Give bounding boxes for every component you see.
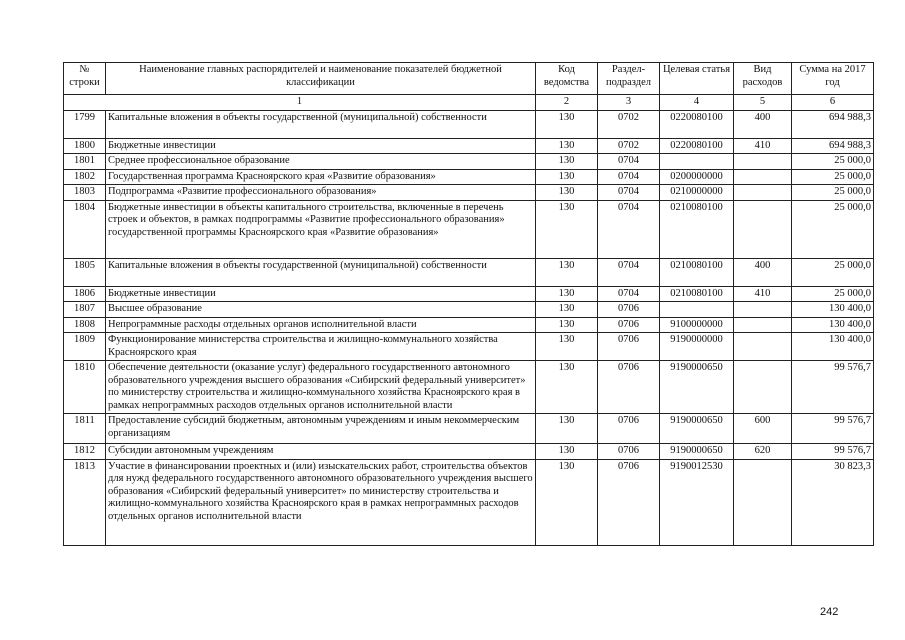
row-number: 1812 (64, 444, 106, 460)
row-expense-type: 400 (734, 110, 792, 138)
row-expense-type: 410 (734, 286, 792, 302)
table-row (64, 258, 874, 286)
table-row (64, 333, 874, 361)
row-section: 0706 (598, 302, 660, 318)
row-expense-type (734, 154, 792, 170)
row-dept-code: 130 (536, 200, 598, 258)
row-name: Функционирование министерства строительства и жилищно-коммунального хозяйства Красноярского края (106, 333, 536, 361)
row-amount: 130 400,0 (792, 302, 874, 318)
table-row (64, 185, 874, 201)
row-amount: 694 988,3 (792, 110, 874, 138)
row-target: 0210080100 (660, 258, 734, 286)
table-row (64, 154, 874, 170)
row-target: 0200000000 (660, 169, 734, 185)
row-section: 0704 (598, 154, 660, 170)
row-amount: 25 000,0 (792, 258, 874, 286)
row-dept-code: 130 (536, 154, 598, 170)
row-name: Предоставление субсидий бюджетным, автономным учреждениям и иным некоммерческим организациям (106, 414, 536, 444)
row-number: 1802 (64, 169, 106, 185)
column-number-2: 2 (536, 95, 598, 111)
row-target: 9190000650 (660, 361, 734, 414)
row-target (660, 154, 734, 170)
row-amount: 694 988,3 (792, 138, 874, 154)
table-body (64, 110, 874, 545)
row-dept-code: 130 (536, 110, 598, 138)
row-expense-type: 410 (734, 138, 792, 154)
row-dept-code: 130 (536, 333, 598, 361)
header-expense-type: Вид расходов (734, 63, 792, 95)
row-number: 1808 (64, 317, 106, 333)
page-number: 242 (820, 606, 839, 618)
row-section: 0706 (598, 361, 660, 414)
row-dept-code: 130 (536, 317, 598, 333)
row-dept-code: 130 (536, 138, 598, 154)
row-section: 0702 (598, 110, 660, 138)
row-target: 9190000000 (660, 333, 734, 361)
row-number: 1809 (64, 333, 106, 361)
row-amount: 99 576,7 (792, 361, 874, 414)
row-expense-type: 600 (734, 414, 792, 444)
row-amount: 99 576,7 (792, 444, 874, 460)
table-header (64, 63, 874, 111)
row-section: 0702 (598, 138, 660, 154)
row-section: 0704 (598, 200, 660, 258)
row-name: Непрограммные расходы отдельных органов исполнительной власти (106, 317, 536, 333)
table-row (64, 444, 874, 460)
row-name: Капитальные вложения в объекты государственной (муниципальной) собственности (106, 110, 536, 138)
row-amount: 25 000,0 (792, 185, 874, 201)
table-row (64, 317, 874, 333)
row-name: Государственная программа Красноярского края «Развитие образования» (106, 169, 536, 185)
row-name: Капитальные вложения в объекты государственной (муниципальной) собственности (106, 258, 536, 286)
row-number: 1804 (64, 200, 106, 258)
budget-table (63, 62, 874, 546)
row-section: 0704 (598, 258, 660, 286)
header-section: Раздел-подраздел (598, 63, 660, 95)
row-number: 1803 (64, 185, 106, 201)
row-name: Подпрограмма «Развитие профессионального образования» (106, 185, 536, 201)
row-amount: 130 400,0 (792, 333, 874, 361)
row-expense-type (734, 302, 792, 318)
row-expense-type (734, 459, 792, 545)
table-row (64, 361, 874, 414)
row-number: 1810 (64, 361, 106, 414)
table-row (64, 138, 874, 154)
row-target: 9190000650 (660, 414, 734, 444)
row-dept-code: 130 (536, 185, 598, 201)
row-expense-type: 400 (734, 258, 792, 286)
row-section: 0704 (598, 185, 660, 201)
row-target: 0210000000 (660, 185, 734, 201)
row-section: 0706 (598, 444, 660, 460)
column-number-1: 1 (64, 95, 536, 111)
row-amount: 130 400,0 (792, 317, 874, 333)
row-amount: 25 000,0 (792, 200, 874, 258)
table-row (64, 200, 874, 258)
column-number-6: 6 (792, 95, 874, 111)
row-name: Бюджетные инвестиции в объекты капитального строительства, включенные в перечень строек и объектов, в рамках подпрограммы «Развитие профессионального образования» государственной программы Красноярского края «Развитие образования» (106, 200, 536, 258)
row-name: Среднее профессиональное образование (106, 154, 536, 170)
header-amount: Сумма на 2017 год (792, 63, 874, 95)
row-section: 0704 (598, 169, 660, 185)
row-expense-type: 620 (734, 444, 792, 460)
row-amount: 25 000,0 (792, 154, 874, 170)
column-number-3: 3 (598, 95, 660, 111)
row-dept-code: 130 (536, 258, 598, 286)
row-number: 1805 (64, 258, 106, 286)
row-expense-type (734, 333, 792, 361)
row-target: 9190012530 (660, 459, 734, 545)
row-dept-code: 130 (536, 459, 598, 545)
row-expense-type (734, 317, 792, 333)
row-number: 1813 (64, 459, 106, 545)
row-number: 1811 (64, 414, 106, 444)
row-target: 0210080100 (660, 200, 734, 258)
table-row (64, 286, 874, 302)
row-section: 0706 (598, 333, 660, 361)
row-dept-code: 130 (536, 444, 598, 460)
row-name: Субсидии автономным учреждениям (106, 444, 536, 460)
row-target: 0220080100 (660, 110, 734, 138)
row-dept-code: 130 (536, 302, 598, 318)
table-row (64, 459, 874, 545)
header-name: Наименование главных распорядителей и наименование показателей бюджетной классификации (106, 63, 536, 95)
row-section: 0706 (598, 459, 660, 545)
row-expense-type (734, 185, 792, 201)
row-dept-code: 130 (536, 286, 598, 302)
row-amount: 99 576,7 (792, 414, 874, 444)
row-dept-code: 130 (536, 414, 598, 444)
row-target: 9190000650 (660, 444, 734, 460)
row-number: 1801 (64, 154, 106, 170)
table-row (64, 169, 874, 185)
row-section: 0704 (598, 286, 660, 302)
row-expense-type (734, 200, 792, 258)
row-section: 0706 (598, 414, 660, 444)
column-number-4: 4 (660, 95, 734, 111)
row-expense-type (734, 361, 792, 414)
row-name: Высшее образование (106, 302, 536, 318)
column-number-5: 5 (734, 95, 792, 111)
row-name: Бюджетные инвестиции (106, 286, 536, 302)
header-row-no: № строки (64, 63, 106, 95)
row-number: 1806 (64, 286, 106, 302)
table-row (64, 110, 874, 138)
row-number: 1807 (64, 302, 106, 318)
column-numbers-row (64, 95, 874, 111)
row-dept-code: 130 (536, 169, 598, 185)
table-row (64, 414, 874, 444)
row-amount: 25 000,0 (792, 286, 874, 302)
row-target: 0220080100 (660, 138, 734, 154)
row-amount: 30 823,3 (792, 459, 874, 545)
row-amount: 25 000,0 (792, 169, 874, 185)
row-number: 1800 (64, 138, 106, 154)
row-number: 1799 (64, 110, 106, 138)
table-row (64, 302, 874, 318)
row-name: Участие в финансировании проектных и (или) изыскательских работ, строительства объектов для нужд федерального государственного автономного образовательного учреждения высшего образования «Сибирский федеральный университет» по министерству строительства и жилищно-коммунального хозяйства Красноярского края в рамках непрограммных расходов отдельных органов исполнительной власти (106, 459, 536, 545)
row-target: 0210080100 (660, 286, 734, 302)
row-expense-type (734, 169, 792, 185)
header-dept-code: Код ведомства (536, 63, 598, 95)
row-target: 9100000000 (660, 317, 734, 333)
row-section: 0706 (598, 317, 660, 333)
row-dept-code: 130 (536, 361, 598, 414)
row-name: Обеспечение деятельности (оказание услуг) федерального государственного автономного образовательного учреждения высшего образования «Сибирский федеральный университет» по министерству строительства и жилищно-коммунального хозяйства Красноярского края в рамках непрограммных расходов отдельных органов исполнительной власти (106, 361, 536, 414)
header-target: Целевая статья (660, 63, 734, 95)
row-name: Бюджетные инвестиции (106, 138, 536, 154)
row-target (660, 302, 734, 318)
